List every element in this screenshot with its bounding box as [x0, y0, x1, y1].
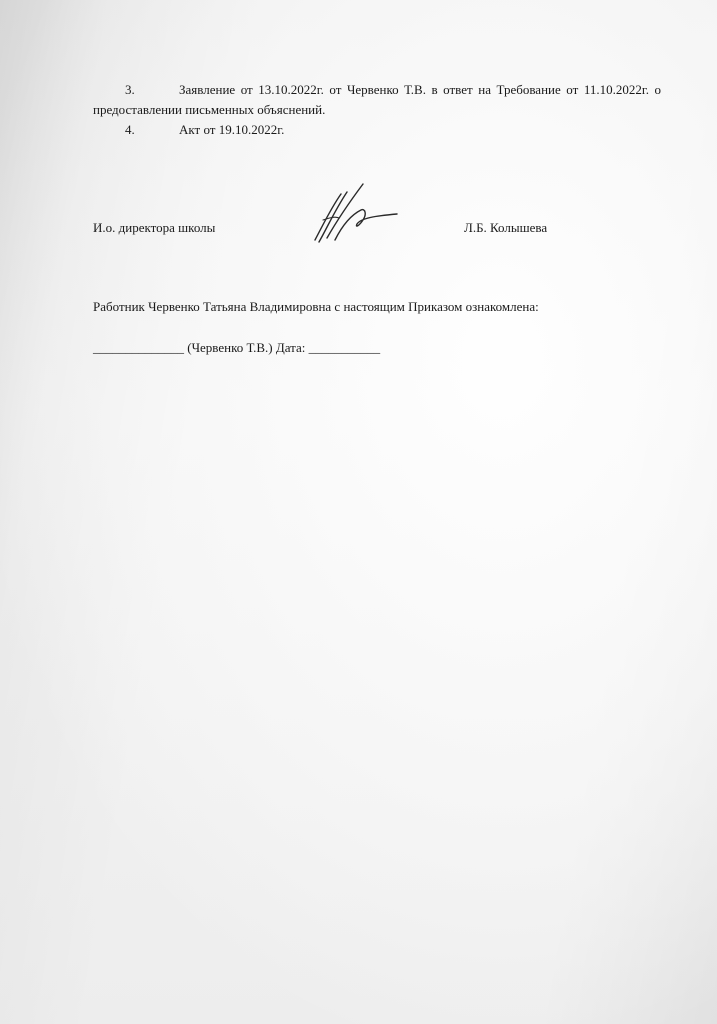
acknowledgement-signature-line: ______________ (Червенко Т.В.) Дата: ___________	[93, 340, 381, 355]
acknowledgement-text: Работник Червенко Татьяна Владимировна с настоящим Приказом ознакомлена:	[93, 299, 539, 314]
signer-role: И.о. директора школы	[93, 220, 216, 235]
list-item-text: Акт от 19.10.2022г.	[179, 122, 285, 137]
list-item-3	[93, 80, 661, 120]
handwritten-signature-icon	[305, 180, 400, 250]
list-item-4	[93, 120, 661, 140]
list-item-number: 4.	[125, 122, 135, 137]
list-item-text: Заявление от 13.10.2022г. от Червенко Т.В. в ответ на Требование от 11.10.2022г. о предоставлении письменных объяснений.	[93, 82, 661, 117]
list-item-number: 3.	[125, 82, 135, 97]
signer-name: Л.Б. Колышева	[464, 220, 548, 235]
